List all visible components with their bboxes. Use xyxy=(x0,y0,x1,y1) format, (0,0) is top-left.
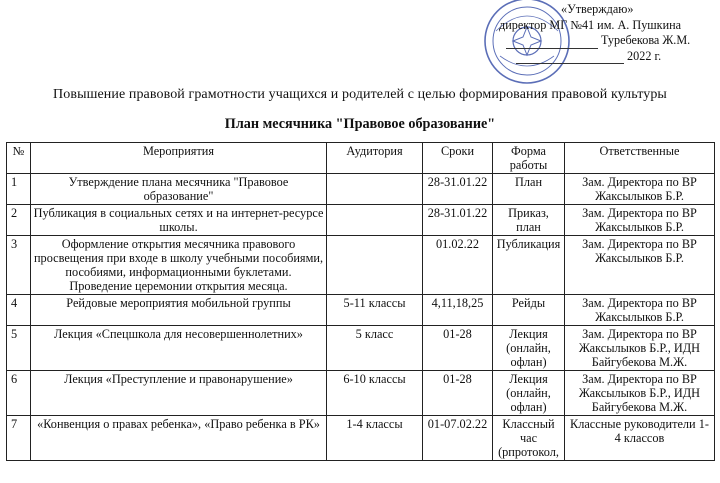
header-number: № xyxy=(7,143,31,174)
cell-responsible: Зам. Директора по ВР Жаксылыков Б.Р. xyxy=(565,205,715,236)
cell-work-form: Классный час (рпротокол, xyxy=(493,416,565,461)
cell-dates: 01-07.02.22 xyxy=(423,416,493,461)
cell-number: 5 xyxy=(7,326,31,371)
cell-dates: 28-31.01.22 xyxy=(423,174,493,205)
approval-block xyxy=(476,2,691,64)
cell-work-form: Лекция (онлайн, офлан) xyxy=(493,371,565,416)
cell-audience: 1-4 классы xyxy=(327,416,423,461)
cell-event: Лекция «Спецшкола для несовершеннолетних» xyxy=(31,326,327,371)
cell-dates: 4,11,18,25 xyxy=(423,295,493,326)
header-audience: Аудитория xyxy=(327,143,423,174)
approval-heading: «Утверждаю» xyxy=(561,2,634,16)
cell-audience: 5-11 классы xyxy=(327,295,423,326)
approval-date-line xyxy=(476,49,686,65)
header-responsible: Ответственные xyxy=(565,143,715,174)
header-events: Мероприятия xyxy=(31,143,327,174)
cell-event: «Конвенция о правах ребенка», «Право ребенка в РК» xyxy=(31,416,327,461)
cell-event: Публикация в социальных сетях и на интернет-ресурсе школы. xyxy=(31,205,327,236)
cell-number: 1 xyxy=(7,174,31,205)
cell-responsible: Классные руководители 1-4 классов xyxy=(565,416,715,461)
cell-work-form: План xyxy=(493,174,565,205)
cell-responsible: Зам. Директора по ВР Жаксылыков Б.Р., ИДН Байгубекова М.Ж. xyxy=(565,371,715,416)
cell-audience xyxy=(327,205,423,236)
table-row xyxy=(7,416,715,461)
table-row xyxy=(7,205,715,236)
cell-audience xyxy=(327,236,423,295)
table-row xyxy=(7,236,715,295)
cell-number: 4 xyxy=(7,295,31,326)
cell-work-form: Рейды xyxy=(493,295,565,326)
cell-dates: 01-28 xyxy=(423,326,493,371)
approval-date: 2022 г. xyxy=(627,48,662,63)
table-row xyxy=(7,371,715,416)
cell-responsible: Зам. Директора по ВР Жаксылыков Б.Р. xyxy=(565,174,715,205)
approval-signature-line xyxy=(476,33,691,49)
cell-responsible: Зам. Директора по ВР Жаксылыков Б.Р. xyxy=(565,236,715,295)
cell-audience: 6-10 классы xyxy=(327,371,423,416)
cell-audience xyxy=(327,174,423,205)
cell-responsible: Зам. Директора по ВР Жаксылыков Б.Р., ИДН Байгубекова М.Ж. xyxy=(565,326,715,371)
document-subtitle: Повышение правовой грамотности учащихся и родителей с целью формирования правовой культуры xyxy=(53,87,667,102)
table-row xyxy=(7,174,715,205)
plan-table xyxy=(6,142,715,461)
cell-dates: 01.02.22 xyxy=(423,236,493,295)
cell-work-form: Публикация xyxy=(493,236,565,295)
cell-event: Утверждение плана месячника "Правовое образование" xyxy=(31,174,327,205)
header-dates: Сроки xyxy=(423,143,493,174)
cell-audience: 5 класс xyxy=(327,326,423,371)
cell-work-form: Лекция (онлайн, офлан) xyxy=(493,326,565,371)
table-header-row xyxy=(7,143,715,174)
cell-event: Лекция «Преступление и правонарушение» xyxy=(31,371,327,416)
cell-event: Оформление открытия месячника правового просвещения при входе в школу учебными пособиями, пособиями, информационными буклетами. Проведение церемонии открытия месяца. xyxy=(31,236,327,295)
cell-number: 7 xyxy=(7,416,31,461)
cell-work-form: Приказ, план xyxy=(493,205,565,236)
cell-event: Рейдовые мероприятия мобильной группы xyxy=(31,295,327,326)
cell-number: 6 xyxy=(7,371,31,416)
header-work-form: Форма работы xyxy=(493,143,565,174)
cell-dates: 28-31.01.22 xyxy=(423,205,493,236)
cell-responsible: Зам. Директора по ВР Жаксылыков Б.Р. xyxy=(565,295,715,326)
document-title: План месячника "Правовое образование" xyxy=(224,116,496,132)
cell-number: 2 xyxy=(7,205,31,236)
approval-director: директор МГ №41 им. А. Пушкина xyxy=(499,17,682,32)
table-row xyxy=(7,326,715,371)
table-row xyxy=(7,295,715,326)
approval-name: Туребекова Ж.М. xyxy=(601,33,691,47)
cell-number: 3 xyxy=(7,236,31,295)
cell-dates: 01-28 xyxy=(423,371,493,416)
